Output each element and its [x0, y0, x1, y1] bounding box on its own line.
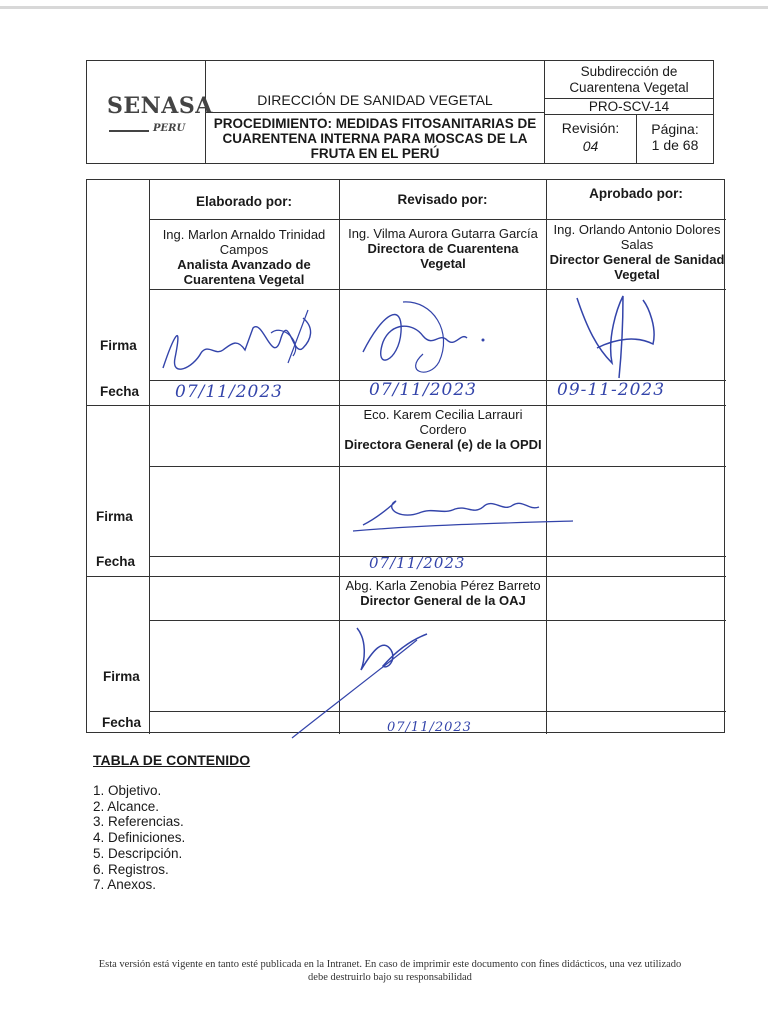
firma-label-3: Firma	[103, 669, 140, 684]
date-aprobado: 09-11-2023	[557, 380, 666, 400]
subdirection-name: Subdirección de Cuarentena Vegetal	[545, 61, 713, 99]
signature-revisado	[343, 292, 543, 382]
signature-elaborado	[153, 298, 333, 384]
toc-item: 2. Alcance.	[93, 798, 160, 814]
firma-label-2: Firma	[96, 509, 133, 524]
page-value: 1 de 68	[651, 137, 699, 153]
toc-item: 5. Descripción.	[93, 845, 183, 861]
senasa-logo	[87, 61, 213, 163]
logo-wordmark: SENASA	[107, 93, 213, 119]
date-oaj: 07/11/2023	[387, 720, 472, 735]
document-code: PRO-SCV-14	[545, 99, 713, 115]
revisado-name: Ing. Vilma Aurora Gutarra García	[348, 226, 538, 241]
revisado-role: Directora de Cuarentena Vegetal	[367, 241, 519, 271]
fecha-label-1: Fecha	[100, 384, 140, 399]
elaborado-name: Ing. Marlon Arnaldo Trinidad Campos	[162, 227, 326, 257]
footer-disclaimer: Esta versión está vigente en tanto esté publicada en la Intranet. En caso de imprimir este documento con fines didácticos, una vez utilizado debe destruirlo bajo su responsabilidad	[98, 959, 682, 983]
logo-rule	[109, 130, 149, 132]
toc-item: 3. Referencias.	[93, 814, 184, 830]
fecha-label-3: Fecha	[102, 715, 142, 730]
oaj-name: Abg. Karla Zenobia Pérez Barreto	[345, 578, 541, 593]
date-opdi: 07/11/2023	[369, 554, 466, 572]
toc-item: 6. Registros.	[93, 861, 169, 877]
toc-title: TABLA DE CONTENIDO	[93, 752, 251, 768]
aprobado-name: Ing. Orlando Antonio Dolores Salas	[553, 222, 721, 252]
page-top-edge	[0, 6, 768, 9]
opdi-person	[343, 407, 543, 452]
logo-country: PERU	[153, 123, 186, 134]
opdi-role: Directora General (e) de la OPDI	[344, 437, 542, 452]
fecha-label-2: Fecha	[96, 554, 136, 569]
revision-box	[545, 115, 637, 163]
signature-table	[86, 179, 725, 733]
toc-list	[93, 783, 185, 893]
page-label: Página:	[651, 121, 699, 137]
opdi-name: Eco. Karem Cecilia Larrauri Cordero	[363, 407, 523, 437]
column-elaborado: Elaborado por:	[195, 194, 292, 209]
date-elaborado: 07/11/2023	[175, 382, 283, 402]
document-header	[86, 60, 714, 164]
revisado-person	[343, 226, 543, 271]
revision-label: Revisión:	[561, 120, 620, 136]
toc-item: 7. Anexos.	[93, 877, 157, 893]
direction-title: DIRECCIÓN DE SANIDAD VEGETAL	[206, 61, 545, 113]
revision-value: 04	[582, 138, 599, 154]
column-aprobado: Aprobado por:	[589, 186, 683, 201]
procedure-title: PROCEDIMIENTO: MEDIDAS FITOSANITARIAS DE CUARENTENA INTERNA PARA MOSCAS DE LA FRUTA EN EL PERÚ	[206, 113, 545, 163]
column-revisado: Revisado por:	[397, 192, 488, 207]
oaj-role: Director General de la OAJ	[360, 593, 526, 608]
page-box	[637, 115, 713, 163]
elaborado-person	[151, 227, 337, 287]
signature-opdi	[343, 485, 573, 540]
toc-item: 4. Definiciones.	[93, 830, 186, 846]
firma-label-1: Firma	[100, 338, 137, 353]
toc-item: 1. Objetivo.	[93, 783, 162, 798]
signature-aprobado	[557, 288, 717, 383]
elaborado-role: Analista Avanzado de Cuarentena Vegetal	[177, 257, 311, 287]
oaj-person	[343, 578, 543, 608]
aprobado-role: Director General de Sanidad Vegetal	[549, 252, 725, 282]
aprobado-person	[549, 222, 725, 282]
date-revisado: 07/11/2023	[369, 380, 477, 400]
